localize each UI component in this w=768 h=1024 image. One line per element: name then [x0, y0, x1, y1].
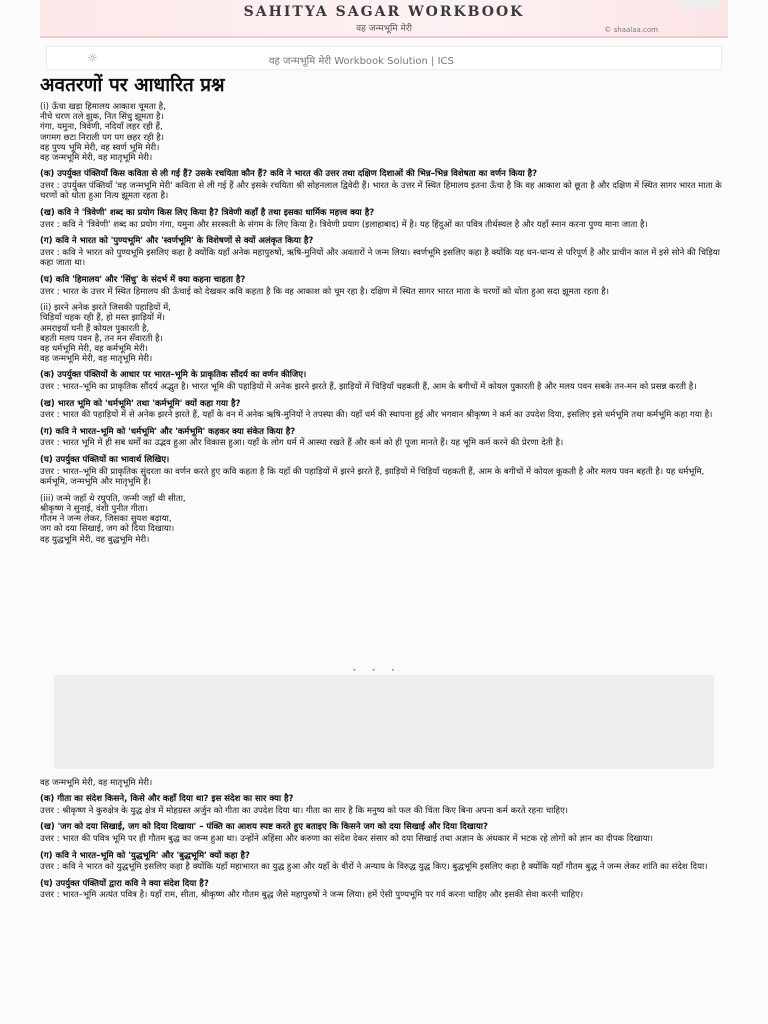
answer: उत्तर : भारत–भूमि का प्राकृतिक सौंदर्य अद्भुत है। भारत भूमि की पहाड़ियों में अनेक झरने झरते हैं, झाड़ियों में चिड़ियाँ चहकती हैं, आम के बगीचों में कोयल पुकारती है और मलय पवन सबके तन-मन को प्रसन्न करती है।	[40, 381, 697, 392]
qa-group-3	[40, 794, 730, 901]
verse-2: (ii) झरने अनेक झरते जिसकी पहाड़ियों में, चिड़ियाँ चहक रही हैं, हो मस्त झाड़ियों में। अमराइयाँ घनी हैं कोयल पुकारती है, बहती मलय पवन है, तन मन सँवारती है। वह धर्मभूमि मेरी, वह कर्मभूमि मेरी। वह जन्मभूमि मेरी, वह मातृभूमि मेरी।	[40, 303, 171, 365]
answer: उत्तर : भारत के उत्तर में स्थित हिमालय की ऊँचाई को देखकर कवि कहता है कि वह आकाश को चूम रहा है। दक्षिण में स्थित सागर भारत माता के चरणों को धोता हुआ सदा झूमता रहता है।	[40, 286, 609, 297]
lightbulb-icon: ☼	[87, 51, 98, 65]
question: (क) गीता का संदेश किसने, किसे और कहाँ दिया था? इस संदेश का सार क्या है?	[40, 794, 294, 805]
question: (ग) कवि ने भारत–भूमि को 'युद्धभूमि' और 'बुद्धभूमि' क्यों कहा है?	[40, 850, 250, 861]
question: (क) उपर्युक्त पंक्तियाँ किस कविता से ली गई हैं? उसके रचयिता कौन हैं? कवि ने भारत की उत्तर तथा दक्षिण दिशाओं की भिन्न–भिन्न विशेषता का वर्णन किया है?	[40, 169, 538, 180]
answer: उत्तर : श्रीकृष्ण ने कुरुक्षेत्र के युद्ध क्षेत्र में मोहग्रस्त अर्जुन को गीता का उपदेश दिया था। गीता का सार है कि मनुष्य को फल की चिंता किए बिना अपना कर्म करते रहना चाहिए।	[40, 805, 568, 816]
answer: उत्तर : कवि ने भारत को युद्धभूमि इसलिए कहा है क्योंकि यहाँ महाभारत का युद्ध हुआ और यहाँ के वीरों ने अन्याय के विरुद्ध युद्ध किए। बुद्धभूमि इसलिए कहा है क्योंकि यहाँ गौतम बुद्ध ने जन्म लेकर शांति का संदेश दिया।	[40, 862, 708, 873]
answer: उत्तर : भारत की पवित्र भूमि पर ही गौतम बुद्ध का जन्म हुआ था। उन्होंने अहिंसा और करुणा का संदेश देकर संसार को दया सिखाई तथा अज्ञान के अंधकार में भटक रहे लोगों को ज्ञान का दीपक दिखाया।	[40, 833, 653, 844]
banner-credit: © shaalaa.com	[604, 26, 658, 34]
verse-1: (i) ऊँचा खड़ा हिमालय आकाश चूमता है, नीचे चरण तले झुक, नित सिंधु झूमता है। गंगा, यमुना, त्रिवेणी, नदियाँ लहर रही हैं, जगमग छटा निराली पग पग छहर रही है। वह पुण्य भूमि मेरी, वह स्वर्ण भूमि मेरी। वह जन्मभूमि मेरी, वह मातृभूमि मेरी।	[40, 102, 166, 164]
page-dots: • • •	[352, 666, 402, 675]
question: (ख) कवि ने 'त्रिवेणी' शब्द का प्रयोग किस लिए किया है? त्रिवेणी कहाँ है तथा इसका धार्मिक महत्त्व क्या है?	[40, 208, 375, 218]
question: (ख) 'जग को दया सिखाई, जग को दिया दिखाया' – पंक्ति का आशय स्पष्ट करते हुए बताइए कि किसने जग को दया सिखाई और दिया दिखाया?	[40, 822, 488, 833]
verse-3: (iii) जन्मे जहाँ थे रघुपति, जन्मी जहाँ थी सीता, श्रीकृष्ण ने सुनाई, वंशी पुनीत गीता। गौतम ने जन्म लेकर, जिसका सुयश बढ़ाया, जग को दया सिखाई, जग को दिया दिखाया। वह युद्धभूमि मेरी, वह बुद्धभूमि मेरी।	[40, 493, 186, 545]
breadcrumb-text[interactable]: वह जन्मभूमि मेरी Workbook Solution | ICS	[269, 56, 454, 67]
banner-title: SAHITYA SAGAR WORKBOOK	[243, 4, 525, 20]
question: (घ) कवि 'हिमालय' और 'सिंधु' के संदर्भ में क्या कहना चाहता है?	[40, 274, 246, 285]
answer: उत्तर : कवि ने 'त्रिवेणी' शब्द का प्रयोग गंगा, यमुना और सरस्वती के संगम के लिए किया है। त्रिवेणी प्रयाग (इलाहाबाद) में है। यह हिंदुओं का पवित्र तीर्थस्थल है और यहाँ स्नान करना पुण्य माना जाता है।	[40, 219, 648, 230]
answer: उत्तर : भारत भूमि में ही सब धर्मों का उद्भव हुआ और विकास हुआ। यहाँ के लोग धर्म में आस्था रखते हैं और कर्म को ही पूजा मानते हैं। यह भूमि कर्म करने की प्रेरणा देती है।	[40, 438, 564, 449]
workbook-banner	[40, 0, 728, 38]
question: (क) उपर्युक्त पंक्तियों के आधार पर भारत–भूमि के प्राकृतिक सौंदर्य का वर्णन कीजिए।	[40, 370, 307, 381]
page-title: अवतरणों पर आधारित प्रश्न	[40, 74, 225, 96]
verse-3-continuation: वह जन्मभूमि मेरी, वह मातृभूमि मेरी।	[40, 778, 153, 788]
qa-group-1	[40, 169, 730, 297]
answer: उत्तर : भारत–भूमि की प्राकृतिक सुंदरता का वर्णन करते हुए कवि कहता है कि यहाँ की पहाड़ियों में झरने झरते हैं, झाड़ियों में चिड़ियाँ चहकती हैं, आम के बगीचों में कोयल कूकती है और मलय पवन बहती है। यह धर्मभूमि, कर्मभूमि, जन्मभूमि और मातृभूमि है।	[40, 466, 705, 488]
answer: उत्तर : उपर्युक्त पंक्तियाँ 'वह जन्मभूमि मेरी' कविता से ली गई हैं और इसके रचयिता श्री सोहनलाल द्विवेदी हैं। भारत के उत्तर में स्थित हिमालय इतना ऊँचा है कि वह आकाश को छूता है और दक्षिण में स्थित सागर भारत माता के चरणों को धोता हुआ नित्य झूमता रहता है।	[40, 180, 722, 202]
answer: उत्तर : भारत की पहाड़ियों में से अनेक झरने झरते हैं, यहाँ के वन में अनेक ऋषि-मुनियों ने तपस्या की। यहाँ धर्म की स्थापना हुई और भगवान श्रीकृष्ण ने कर्म का उपदेश दिया, इसलिए इसे धर्मभूमि तथा कर्मभूमि कहा गया है।	[40, 410, 713, 421]
question: (ग) कवि ने भारत–भूमि को 'धर्मभूमि' और 'कर्मभूमि' कहकर क्या संकेत किया है?	[40, 426, 296, 437]
main-content	[40, 74, 730, 551]
answer: उत्तर : भारत–भूमि अत्यंत पवित्र है। यहाँ राम, सीता, श्रीकृष्ण और गौतम बुद्ध जैसे महापुरुषों ने जन्म लिया। हमें ऐसी पुण्यभूमि पर गर्व करना चाहिए और इसकी सेवा करनी चाहिए।	[40, 890, 584, 901]
question: (घ) उपर्युक्त पंक्तियों का भावार्थ लिखिए।	[40, 454, 170, 465]
breadcrumb-bar[interactable]	[46, 46, 722, 70]
question: (ख) भारत भूमि को 'धर्मभूमि' तथा 'कर्मभूमि' क्यों कहा गया है?	[40, 398, 241, 409]
main-content-continued	[40, 778, 730, 907]
banner-subtitle: वह जन्मभूमि मेरी	[356, 24, 412, 34]
qa-group-2	[40, 370, 730, 487]
question: (ग) कवि ने भारत को 'पुण्यभूमि' और 'स्वर्णभूमि' के विशेषणों से क्यों अलंकृत किया है?	[40, 236, 314, 247]
ad-placeholder	[54, 675, 714, 769]
answer: उत्तर : कवि ने भारत को पुण्यभूमि इसलिए कहा है क्योंकि यहाँ अनेक महापुरुषों, ऋषि-मुनियों और अवतारों ने जन्म लिया। स्वर्णभूमि इसलिए कहा है क्योंकि यह धन-धान्य से परिपूर्ण है और प्राचीन काल में इसे सोने की चिड़िया कहा जाता था।	[40, 247, 720, 269]
banner-tab	[676, 0, 720, 10]
question: (घ) उपर्युक्त पंक्तियों द्वारा कवि ने क्या संदेश दिया है?	[40, 878, 209, 889]
